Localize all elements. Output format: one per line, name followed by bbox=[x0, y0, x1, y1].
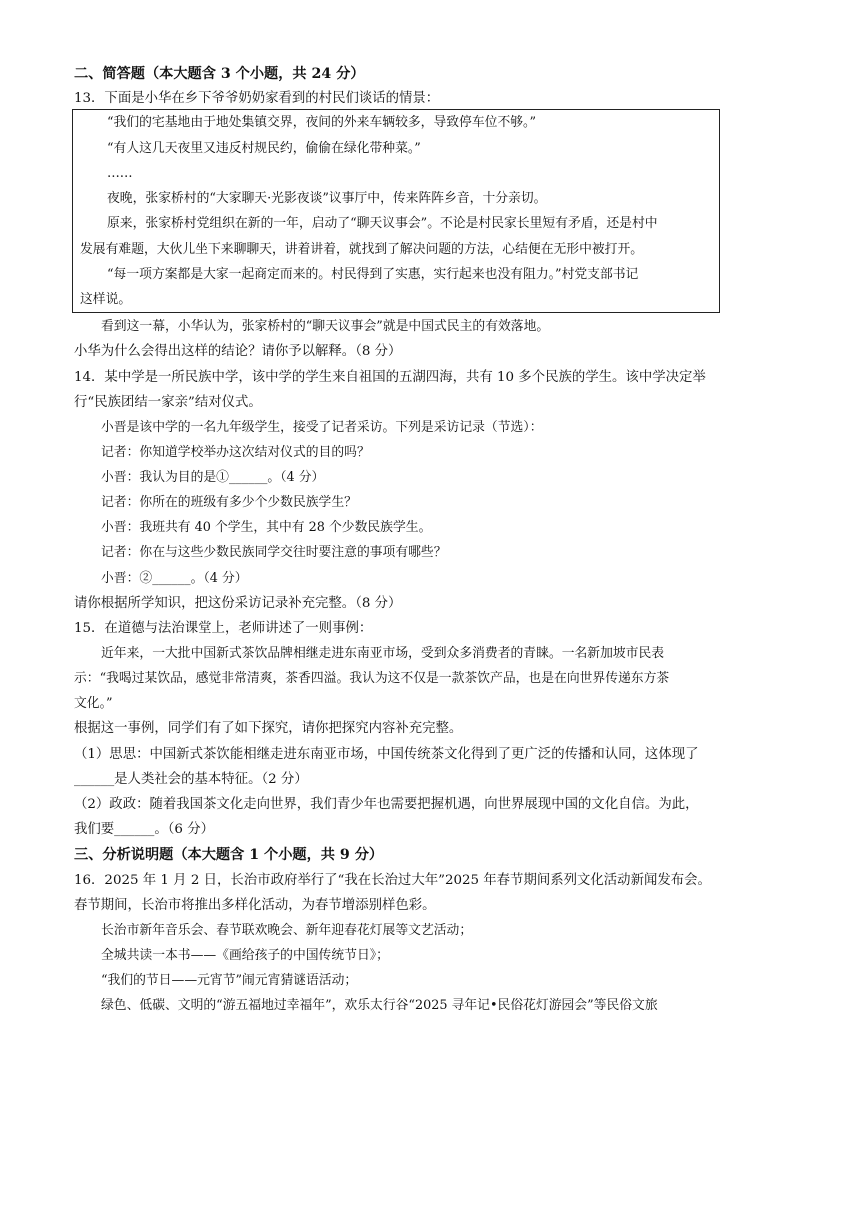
section-2-title: 二、简答题（本大题含 3 个小题，共 24 分） bbox=[74, 66, 365, 82]
q16-item-4: 绿色、低碳、文明的“游五福地过幸福年”，欢乐太行谷“2025 寻年记•民俗花灯游园会”等民俗文旅 bbox=[101, 998, 658, 1013]
section-3-title: 三、分析说明题（本大题含 1 个小题，共 9 分） bbox=[74, 847, 384, 863]
q14-interview-2: 记者：你知道学校举办这次结对仪式的目的吗？ bbox=[101, 445, 370, 460]
q15-story-3: 文化。” bbox=[74, 696, 113, 711]
q16-line-1: 16．2025 年 1 月 2 日，长治市政府举行了“我在长治过大年”2025 年春节期间系列文化活动新闻发布会。 bbox=[74, 873, 711, 888]
q14-question: 请你根据所学知识，把这份采访记录补充完整。（8 分） bbox=[74, 596, 402, 611]
q14-interview-5: 小晋：我班共有 40 个学生，其中有 28 个少数民族学生。 bbox=[101, 520, 432, 535]
q13-box-line-8: 这样说。 bbox=[80, 292, 132, 307]
q13-question: 小华为什么会得出这样的结论？请你予以解释。（8 分） bbox=[74, 344, 402, 359]
q14-interview-6: 记者：你在与这些少数民族同学交往时要注意的事项有哪些？ bbox=[101, 545, 447, 560]
q15-sub2-line-2: 我们要______。（6 分） bbox=[74, 822, 214, 837]
q13-box-line-5: 原来，张家桥村党组织在新的一年，启动了“聊天议事会”。不论是村民家长里短有矛盾，还是村中 bbox=[107, 216, 658, 231]
q14-interview-3: 小晋：我认为目的是①______。（4 分） bbox=[101, 470, 325, 485]
q13-box-line-4: 夜晚，张家桥村的“大家聊天·光影夜谈”议事厅中，传来阵阵乡音，十分亲切。 bbox=[107, 191, 547, 206]
q14-interview-1: 小晋是该中学的一名九年级学生，接受了记者采访。下列是采访记录（节选）： bbox=[101, 420, 543, 435]
q13-box-line-6: 发展有难题，大伙儿坐下来聊聊天，讲着讲着，就找到了解决问题的方法，心结便在无形中被打开。 bbox=[80, 242, 644, 257]
q14-interview-7: 小晋：②______。（4 分） bbox=[101, 571, 248, 586]
q13-box-line-7: “每一项方案都是大家一起商定而来的。村民得到了实惠，实行起来也没有阻力。”村党支部书记 bbox=[107, 267, 639, 282]
q15-sub1-line-2: ______是人类社会的基本特征。（2 分） bbox=[74, 772, 308, 787]
q13-box-line-2: “有人这几天夜里又违反村规民约，偷偷在绿化带种菜。” bbox=[107, 141, 421, 156]
q15-story-1: 近年来，一大批中国新式茶饮品牌相继走进东南亚市场，受到众多消费者的青睐。一名新加坡市民表 bbox=[101, 646, 665, 661]
q15-sub1-line-1: （1）思思：中国新式茶饮能相继走进东南亚市场，中国传统茶文化得到了更广泛的传播和认同，这体现了 bbox=[74, 747, 699, 762]
q16-item-3: “我们的节日——元宵节”闹元宵猜谜语活动； bbox=[101, 973, 358, 988]
q13-prompt: 13．下面是小华在乡下爷爷奶奶家看到的村民们谈话的情景： bbox=[74, 91, 440, 106]
q13-after-box: 看到这一幕，小华认为，张家桥村的“聊天议事会”就是中国式民主的有效落地。 bbox=[101, 319, 550, 334]
q13-box-line-1: “我们的宅基地由于地处集镇交界，夜间的外来车辆较多，导致停车位不够。” bbox=[107, 115, 536, 130]
q14-line-2: 行“民族团结一家亲”结对仪式。 bbox=[74, 395, 262, 410]
q15-sub2-line-1: （2）政政：随着我国茶文化走向世界，我们青少年也需要把握机遇，向世界展现中国的文化自信。为此， bbox=[74, 797, 699, 812]
q15-intro: 根据这一事例，同学们有了如下探究，请你把探究内容补充完整。 bbox=[74, 721, 463, 736]
q14-interview-4: 记者：你所在的班级有多少个少数民族学生？ bbox=[101, 495, 357, 510]
q16-line-2: 春节期间，长治市将推出多样化活动，为春节增添别样色彩。 bbox=[74, 898, 436, 913]
q14-line-1: 14．某中学是一所民族中学，该中学的学生来自祖国的五湖四海，共有 10 多个民族的学生。该中学决定举 bbox=[74, 370, 706, 385]
q15-story-2: 示：“我喝过某饮品，感觉非常清爽，茶香四溢。我认为这不仅是一款茶饮产品，也是在向世界传递东方茶 bbox=[74, 671, 670, 686]
q13-box-line-3: …… bbox=[107, 166, 133, 181]
q16-item-2: 全城共读一本书——《画给孩子的中国传统节日》； bbox=[101, 948, 389, 963]
q15-line-1: 15．在道德与法治课堂上，老师讲述了一则事例： bbox=[74, 621, 373, 636]
q16-item-1: 长治市新年音乐会、春节联欢晚会、新年迎春花灯展等文艺活动； bbox=[101, 923, 473, 938]
